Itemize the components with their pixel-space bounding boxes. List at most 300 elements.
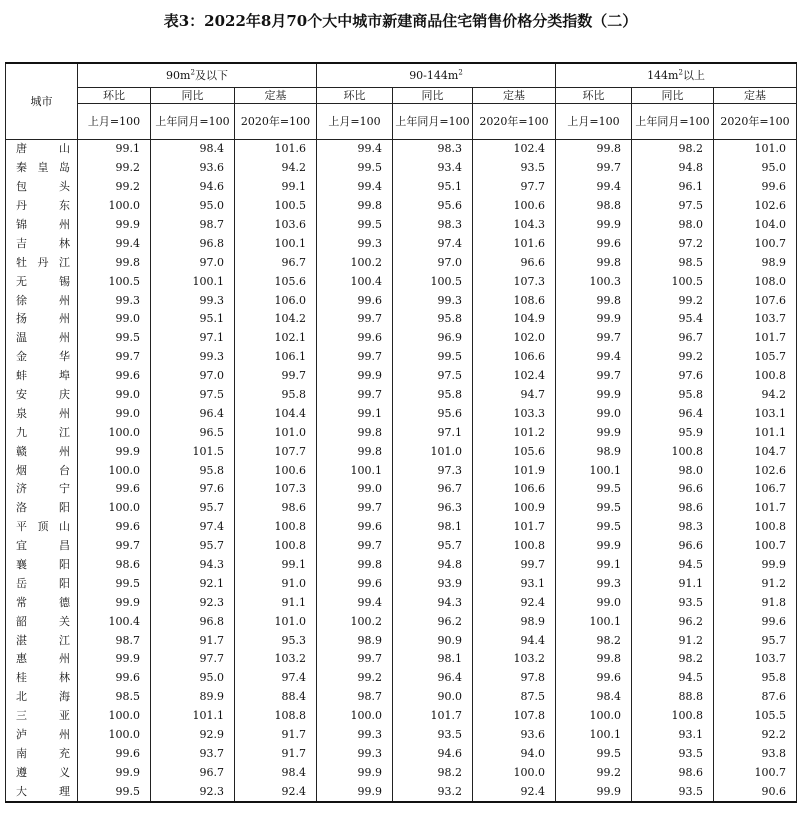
index-value: 101.1 bbox=[714, 423, 797, 442]
table-row bbox=[6, 517, 797, 536]
index-value: 98.0 bbox=[632, 215, 714, 234]
index-value: 100.8 bbox=[235, 517, 317, 536]
index-value: 99.7 bbox=[317, 536, 393, 555]
index-value: 91.1 bbox=[632, 574, 714, 593]
index-value: 98.4 bbox=[235, 763, 317, 782]
index-value: 97.7 bbox=[473, 177, 556, 196]
index-value: 99.2 bbox=[632, 347, 714, 366]
index-value: 98.7 bbox=[317, 687, 393, 706]
index-value: 97.4 bbox=[393, 234, 473, 253]
table-row bbox=[6, 347, 797, 366]
index-value: 94.5 bbox=[632, 555, 714, 574]
index-value: 99.3 bbox=[317, 744, 393, 763]
index-value: 99.9 bbox=[556, 215, 632, 234]
table-row bbox=[6, 139, 797, 158]
index-value: 97.7 bbox=[151, 650, 235, 669]
index-value: 96.5 bbox=[151, 423, 235, 442]
index-type-header: 同比 bbox=[393, 87, 473, 103]
index-value: 103.2 bbox=[235, 650, 317, 669]
index-value: 99.5 bbox=[393, 347, 473, 366]
index-value: 98.3 bbox=[632, 517, 714, 536]
city-name: 无 锡 bbox=[6, 272, 78, 291]
index-value: 99.8 bbox=[556, 139, 632, 158]
index-value: 104.3 bbox=[473, 215, 556, 234]
index-value: 100.8 bbox=[473, 536, 556, 555]
index-value: 95.8 bbox=[151, 461, 235, 480]
index-base-header: 上年同月=100 bbox=[151, 103, 235, 139]
index-value: 96.8 bbox=[151, 234, 235, 253]
index-value: 101.9 bbox=[473, 461, 556, 480]
index-value: 96.8 bbox=[151, 612, 235, 631]
index-value: 96.6 bbox=[632, 536, 714, 555]
index-value: 97.6 bbox=[632, 366, 714, 385]
index-value: 105.6 bbox=[473, 442, 556, 461]
index-type-header: 环比 bbox=[317, 87, 393, 103]
index-value: 100.1 bbox=[317, 461, 393, 480]
index-value: 99.8 bbox=[556, 650, 632, 669]
index-value: 101.0 bbox=[235, 612, 317, 631]
table-row bbox=[6, 668, 797, 687]
index-value: 94.2 bbox=[235, 158, 317, 177]
area-group-header: $144m^2$以上 bbox=[556, 63, 797, 87]
index-value: 99.8 bbox=[556, 253, 632, 272]
index-value: 99.7 bbox=[556, 158, 632, 177]
index-type-header: 同比 bbox=[151, 87, 235, 103]
city-name: 岳 阳 bbox=[6, 574, 78, 593]
index-value: 99.9 bbox=[317, 366, 393, 385]
index-value: 95.8 bbox=[235, 385, 317, 404]
city-name: 泉 州 bbox=[6, 404, 78, 423]
city-name: 南 充 bbox=[6, 744, 78, 763]
index-value: 99.3 bbox=[151, 347, 235, 366]
index-value: 96.2 bbox=[632, 612, 714, 631]
index-value: 96.2 bbox=[393, 612, 473, 631]
city-name: 扬 州 bbox=[6, 310, 78, 329]
index-value: 99.4 bbox=[78, 234, 151, 253]
index-value: 93.7 bbox=[151, 744, 235, 763]
index-value: 92.1 bbox=[151, 574, 235, 593]
index-value: 99.5 bbox=[78, 574, 151, 593]
city-name: 温 州 bbox=[6, 328, 78, 347]
index-value: 99.1 bbox=[235, 177, 317, 196]
index-value: 99.6 bbox=[78, 366, 151, 385]
index-value: 97.0 bbox=[151, 253, 235, 272]
index-value: 101.7 bbox=[714, 328, 797, 347]
index-value: 91.8 bbox=[714, 593, 797, 612]
index-value: 91.2 bbox=[714, 574, 797, 593]
index-value: 97.6 bbox=[151, 480, 235, 499]
index-value: 94.6 bbox=[393, 744, 473, 763]
index-value: 99.7 bbox=[78, 536, 151, 555]
city-name: 北 海 bbox=[6, 687, 78, 706]
index-value: 99.6 bbox=[556, 668, 632, 687]
index-base-header: 上年同月=100 bbox=[632, 103, 714, 139]
index-value: 98.9 bbox=[317, 631, 393, 650]
index-value: 98.5 bbox=[632, 253, 714, 272]
index-value: 98.8 bbox=[556, 196, 632, 215]
table-row bbox=[6, 272, 797, 291]
index-value: 98.9 bbox=[473, 612, 556, 631]
table-row bbox=[6, 612, 797, 631]
index-value: 93.6 bbox=[151, 158, 235, 177]
index-value: 99.8 bbox=[78, 253, 151, 272]
index-value: 95.8 bbox=[393, 310, 473, 329]
city-name: 韶 关 bbox=[6, 612, 78, 631]
index-value: 99.9 bbox=[78, 442, 151, 461]
index-value: 100.8 bbox=[714, 517, 797, 536]
index-value: 95.8 bbox=[632, 385, 714, 404]
index-value: 100.0 bbox=[78, 461, 151, 480]
index-value: 95.7 bbox=[714, 631, 797, 650]
index-value: 99.6 bbox=[317, 328, 393, 347]
index-value: 94.8 bbox=[632, 158, 714, 177]
index-value: 99.7 bbox=[78, 347, 151, 366]
index-value: 108.6 bbox=[473, 291, 556, 310]
table-row bbox=[6, 158, 797, 177]
index-value: 92.9 bbox=[151, 725, 235, 744]
index-type-header: 环比 bbox=[78, 87, 151, 103]
index-value: 95.7 bbox=[393, 536, 473, 555]
index-value: 101.1 bbox=[151, 706, 235, 725]
index-value: 104.0 bbox=[714, 215, 797, 234]
table-row bbox=[6, 498, 797, 517]
index-value: 107.6 bbox=[714, 291, 797, 310]
index-value: 99.4 bbox=[317, 593, 393, 612]
index-value: 107.8 bbox=[473, 706, 556, 725]
index-value: 102.4 bbox=[473, 139, 556, 158]
index-value: 103.1 bbox=[714, 404, 797, 423]
index-value: 95.1 bbox=[151, 310, 235, 329]
index-value: 99.6 bbox=[317, 291, 393, 310]
table-row bbox=[6, 763, 797, 782]
table-row bbox=[6, 215, 797, 234]
table-row bbox=[6, 706, 797, 725]
index-value: 96.7 bbox=[235, 253, 317, 272]
index-value: 96.4 bbox=[393, 668, 473, 687]
index-value: 100.0 bbox=[78, 423, 151, 442]
index-value: 99.6 bbox=[317, 574, 393, 593]
index-value: 100.1 bbox=[556, 461, 632, 480]
index-value: 95.9 bbox=[632, 423, 714, 442]
index-value: 99.3 bbox=[317, 234, 393, 253]
city-name: 常 德 bbox=[6, 593, 78, 612]
table-row bbox=[6, 196, 797, 215]
index-value: 106.6 bbox=[473, 480, 556, 499]
index-value: 99.5 bbox=[556, 480, 632, 499]
city-name: 桂 林 bbox=[6, 668, 78, 687]
city-name: 牡 丹 江 bbox=[6, 253, 78, 272]
index-value: 91.1 bbox=[235, 593, 317, 612]
index-value: 102.6 bbox=[714, 461, 797, 480]
index-value: 93.1 bbox=[632, 725, 714, 744]
index-value: 99.7 bbox=[317, 310, 393, 329]
index-value: 106.0 bbox=[235, 291, 317, 310]
index-value: 106.7 bbox=[714, 480, 797, 499]
index-value: 101.0 bbox=[714, 139, 797, 158]
index-value: 95.7 bbox=[151, 498, 235, 517]
index-value: 103.7 bbox=[714, 310, 797, 329]
index-value: 99.0 bbox=[556, 404, 632, 423]
city-name: 包 头 bbox=[6, 177, 78, 196]
index-value: 94.6 bbox=[151, 177, 235, 196]
index-value: 97.0 bbox=[151, 366, 235, 385]
index-value: 99.6 bbox=[714, 612, 797, 631]
index-value: 99.8 bbox=[317, 423, 393, 442]
index-value: 106.6 bbox=[473, 347, 556, 366]
index-value: 98.2 bbox=[393, 763, 473, 782]
index-value: 96.1 bbox=[632, 177, 714, 196]
table-row bbox=[6, 328, 797, 347]
table-row bbox=[6, 461, 797, 480]
index-value: 100.4 bbox=[317, 272, 393, 291]
table-row bbox=[6, 480, 797, 499]
index-value: 103.6 bbox=[235, 215, 317, 234]
index-value: 103.7 bbox=[714, 650, 797, 669]
index-value: 100.5 bbox=[632, 272, 714, 291]
index-value: 102.0 bbox=[473, 328, 556, 347]
index-value: 93.5 bbox=[473, 158, 556, 177]
index-base-header: 2020年=100 bbox=[714, 103, 797, 139]
index-value: 99.5 bbox=[78, 328, 151, 347]
index-value: 96.6 bbox=[473, 253, 556, 272]
index-value: 95.3 bbox=[235, 631, 317, 650]
index-value: 92.4 bbox=[473, 593, 556, 612]
index-value: 100.1 bbox=[556, 725, 632, 744]
price-index-table bbox=[5, 62, 797, 803]
index-value: 98.0 bbox=[632, 461, 714, 480]
index-value: 94.4 bbox=[473, 631, 556, 650]
index-value: 99.6 bbox=[78, 744, 151, 763]
index-value: 99.2 bbox=[317, 668, 393, 687]
index-value: 93.5 bbox=[632, 593, 714, 612]
city-name: 吉 林 bbox=[6, 234, 78, 253]
index-value: 95.4 bbox=[632, 310, 714, 329]
index-value: 99.4 bbox=[317, 177, 393, 196]
index-value: 98.6 bbox=[78, 555, 151, 574]
index-value: 90.6 bbox=[714, 782, 797, 802]
index-value: 100.2 bbox=[317, 253, 393, 272]
city-name: 金 华 bbox=[6, 347, 78, 366]
city-name: 锦 州 bbox=[6, 215, 78, 234]
city-name: 丹 东 bbox=[6, 196, 78, 215]
table-row bbox=[6, 253, 797, 272]
index-value: 104.7 bbox=[714, 442, 797, 461]
city-name: 遵 义 bbox=[6, 763, 78, 782]
index-base-header: 上月=100 bbox=[317, 103, 393, 139]
index-value: 98.7 bbox=[151, 215, 235, 234]
index-value: 88.4 bbox=[235, 687, 317, 706]
table-row bbox=[6, 725, 797, 744]
index-value: 99.8 bbox=[317, 196, 393, 215]
index-value: 99.6 bbox=[556, 234, 632, 253]
city-name: 赣 州 bbox=[6, 442, 78, 461]
index-value: 98.1 bbox=[393, 517, 473, 536]
index-value: 97.5 bbox=[151, 385, 235, 404]
city-name: 大 理 bbox=[6, 782, 78, 802]
index-value: 97.5 bbox=[393, 366, 473, 385]
index-value: 100.1 bbox=[151, 272, 235, 291]
index-value: 100.6 bbox=[473, 196, 556, 215]
table-row bbox=[6, 234, 797, 253]
index-value: 93.1 bbox=[473, 574, 556, 593]
index-value: 99.7 bbox=[317, 347, 393, 366]
index-value: 101.7 bbox=[393, 706, 473, 725]
table-row bbox=[6, 574, 797, 593]
index-value: 99.3 bbox=[556, 574, 632, 593]
index-value: 99.9 bbox=[556, 310, 632, 329]
index-value: 99.1 bbox=[317, 404, 393, 423]
index-value: 92.2 bbox=[714, 725, 797, 744]
index-value: 101.0 bbox=[393, 442, 473, 461]
index-value: 91.2 bbox=[632, 631, 714, 650]
index-value: 87.6 bbox=[714, 687, 797, 706]
table-row bbox=[6, 310, 797, 329]
index-value: 100.7 bbox=[714, 234, 797, 253]
index-value: 99.5 bbox=[317, 158, 393, 177]
index-value: 100.8 bbox=[632, 442, 714, 461]
index-value: 101.7 bbox=[473, 517, 556, 536]
index-value: 100.0 bbox=[78, 498, 151, 517]
index-value: 94.7 bbox=[473, 385, 556, 404]
index-value: 95.0 bbox=[151, 668, 235, 687]
index-value: 94.3 bbox=[151, 555, 235, 574]
index-value: 91.7 bbox=[151, 631, 235, 650]
city-name: 平 顶 山 bbox=[6, 517, 78, 536]
index-type-header: 同比 bbox=[632, 87, 714, 103]
city-name: 洛 阳 bbox=[6, 498, 78, 517]
index-value: 93.2 bbox=[393, 782, 473, 802]
table-row bbox=[6, 744, 797, 763]
index-value: 99.8 bbox=[317, 442, 393, 461]
index-value: 99.7 bbox=[317, 385, 393, 404]
index-value: 97.8 bbox=[473, 668, 556, 687]
index-value: 100.0 bbox=[78, 196, 151, 215]
index-value: 93.6 bbox=[473, 725, 556, 744]
index-value: 97.4 bbox=[151, 517, 235, 536]
table-row bbox=[6, 366, 797, 385]
city-name: 泸 州 bbox=[6, 725, 78, 744]
index-value: 104.2 bbox=[235, 310, 317, 329]
index-value: 98.7 bbox=[78, 631, 151, 650]
index-value: 91.7 bbox=[235, 725, 317, 744]
index-value: 99.8 bbox=[556, 291, 632, 310]
index-value: 101.6 bbox=[235, 139, 317, 158]
index-value: 99.9 bbox=[714, 555, 797, 574]
index-value: 99.7 bbox=[317, 498, 393, 517]
index-value: 100.0 bbox=[317, 706, 393, 725]
index-value: 98.4 bbox=[556, 687, 632, 706]
index-value: 106.1 bbox=[235, 347, 317, 366]
index-value: 97.0 bbox=[393, 253, 473, 272]
index-value: 99.9 bbox=[78, 763, 151, 782]
index-value: 97.1 bbox=[393, 423, 473, 442]
city-name: 安 庆 bbox=[6, 385, 78, 404]
index-value: 93.9 bbox=[393, 574, 473, 593]
index-value: 96.7 bbox=[393, 480, 473, 499]
index-value: 94.3 bbox=[393, 593, 473, 612]
index-value: 107.3 bbox=[473, 272, 556, 291]
city-name: 济 宁 bbox=[6, 480, 78, 499]
index-value: 98.6 bbox=[632, 763, 714, 782]
index-value: 99.0 bbox=[317, 480, 393, 499]
index-value: 99.3 bbox=[78, 291, 151, 310]
table-row bbox=[6, 177, 797, 196]
index-base-header: 上月=100 bbox=[556, 103, 632, 139]
index-value: 100.5 bbox=[235, 196, 317, 215]
index-value: 105.7 bbox=[714, 347, 797, 366]
index-value: 95.8 bbox=[714, 668, 797, 687]
index-value: 96.7 bbox=[632, 328, 714, 347]
index-value: 99.7 bbox=[556, 366, 632, 385]
index-value: 96.4 bbox=[151, 404, 235, 423]
index-value: 101.2 bbox=[473, 423, 556, 442]
index-value: 100.4 bbox=[78, 612, 151, 631]
index-value: 100.8 bbox=[235, 536, 317, 555]
area-group-header: $90m^2$及以下 bbox=[78, 63, 317, 87]
index-value: 99.2 bbox=[78, 158, 151, 177]
index-base-header: 上月=100 bbox=[78, 103, 151, 139]
index-value: 100.3 bbox=[556, 272, 632, 291]
table-row bbox=[6, 442, 797, 461]
index-value: 98.3 bbox=[393, 215, 473, 234]
table-row bbox=[6, 404, 797, 423]
index-value: 97.4 bbox=[235, 668, 317, 687]
index-value: 91.0 bbox=[235, 574, 317, 593]
index-type-header: 环比 bbox=[556, 87, 632, 103]
index-value: 99.7 bbox=[317, 650, 393, 669]
index-value: 104.9 bbox=[473, 310, 556, 329]
index-value: 99.4 bbox=[317, 139, 393, 158]
table-header bbox=[6, 63, 797, 139]
index-value: 102.1 bbox=[235, 328, 317, 347]
city-name: 徐 州 bbox=[6, 291, 78, 310]
index-value: 88.8 bbox=[632, 687, 714, 706]
index-value: 100.9 bbox=[473, 498, 556, 517]
index-value: 105.6 bbox=[235, 272, 317, 291]
city-name: 秦 皇 岛 bbox=[6, 158, 78, 177]
index-value: 96.4 bbox=[632, 404, 714, 423]
index-value: 87.5 bbox=[473, 687, 556, 706]
index-value: 99.5 bbox=[78, 782, 151, 802]
index-value: 99.9 bbox=[556, 423, 632, 442]
index-value: 99.9 bbox=[317, 782, 393, 802]
index-value: 107.3 bbox=[235, 480, 317, 499]
city-name: 湛 江 bbox=[6, 631, 78, 650]
area-group-header: $90-144m^2$ bbox=[317, 63, 556, 87]
index-value: 93.5 bbox=[632, 744, 714, 763]
index-value: 102.6 bbox=[714, 196, 797, 215]
index-value: 100.7 bbox=[714, 536, 797, 555]
index-value: 107.7 bbox=[235, 442, 317, 461]
table-row bbox=[6, 593, 797, 612]
index-value: 99.9 bbox=[556, 782, 632, 802]
index-value: 98.3 bbox=[393, 139, 473, 158]
index-base-header: 2020年=100 bbox=[473, 103, 556, 139]
city-name: 三 亚 bbox=[6, 706, 78, 725]
index-value: 99.2 bbox=[556, 763, 632, 782]
index-value: 99.9 bbox=[78, 650, 151, 669]
table-row bbox=[6, 631, 797, 650]
index-value: 99.5 bbox=[556, 517, 632, 536]
index-type-header: 定基 bbox=[714, 87, 797, 103]
city-name: 惠 州 bbox=[6, 650, 78, 669]
index-value: 100.5 bbox=[78, 272, 151, 291]
index-value: 100.6 bbox=[235, 461, 317, 480]
index-value: 97.5 bbox=[632, 196, 714, 215]
index-value: 99.0 bbox=[78, 404, 151, 423]
city-name: 唐 山 bbox=[6, 139, 78, 158]
index-value: 103.2 bbox=[473, 650, 556, 669]
